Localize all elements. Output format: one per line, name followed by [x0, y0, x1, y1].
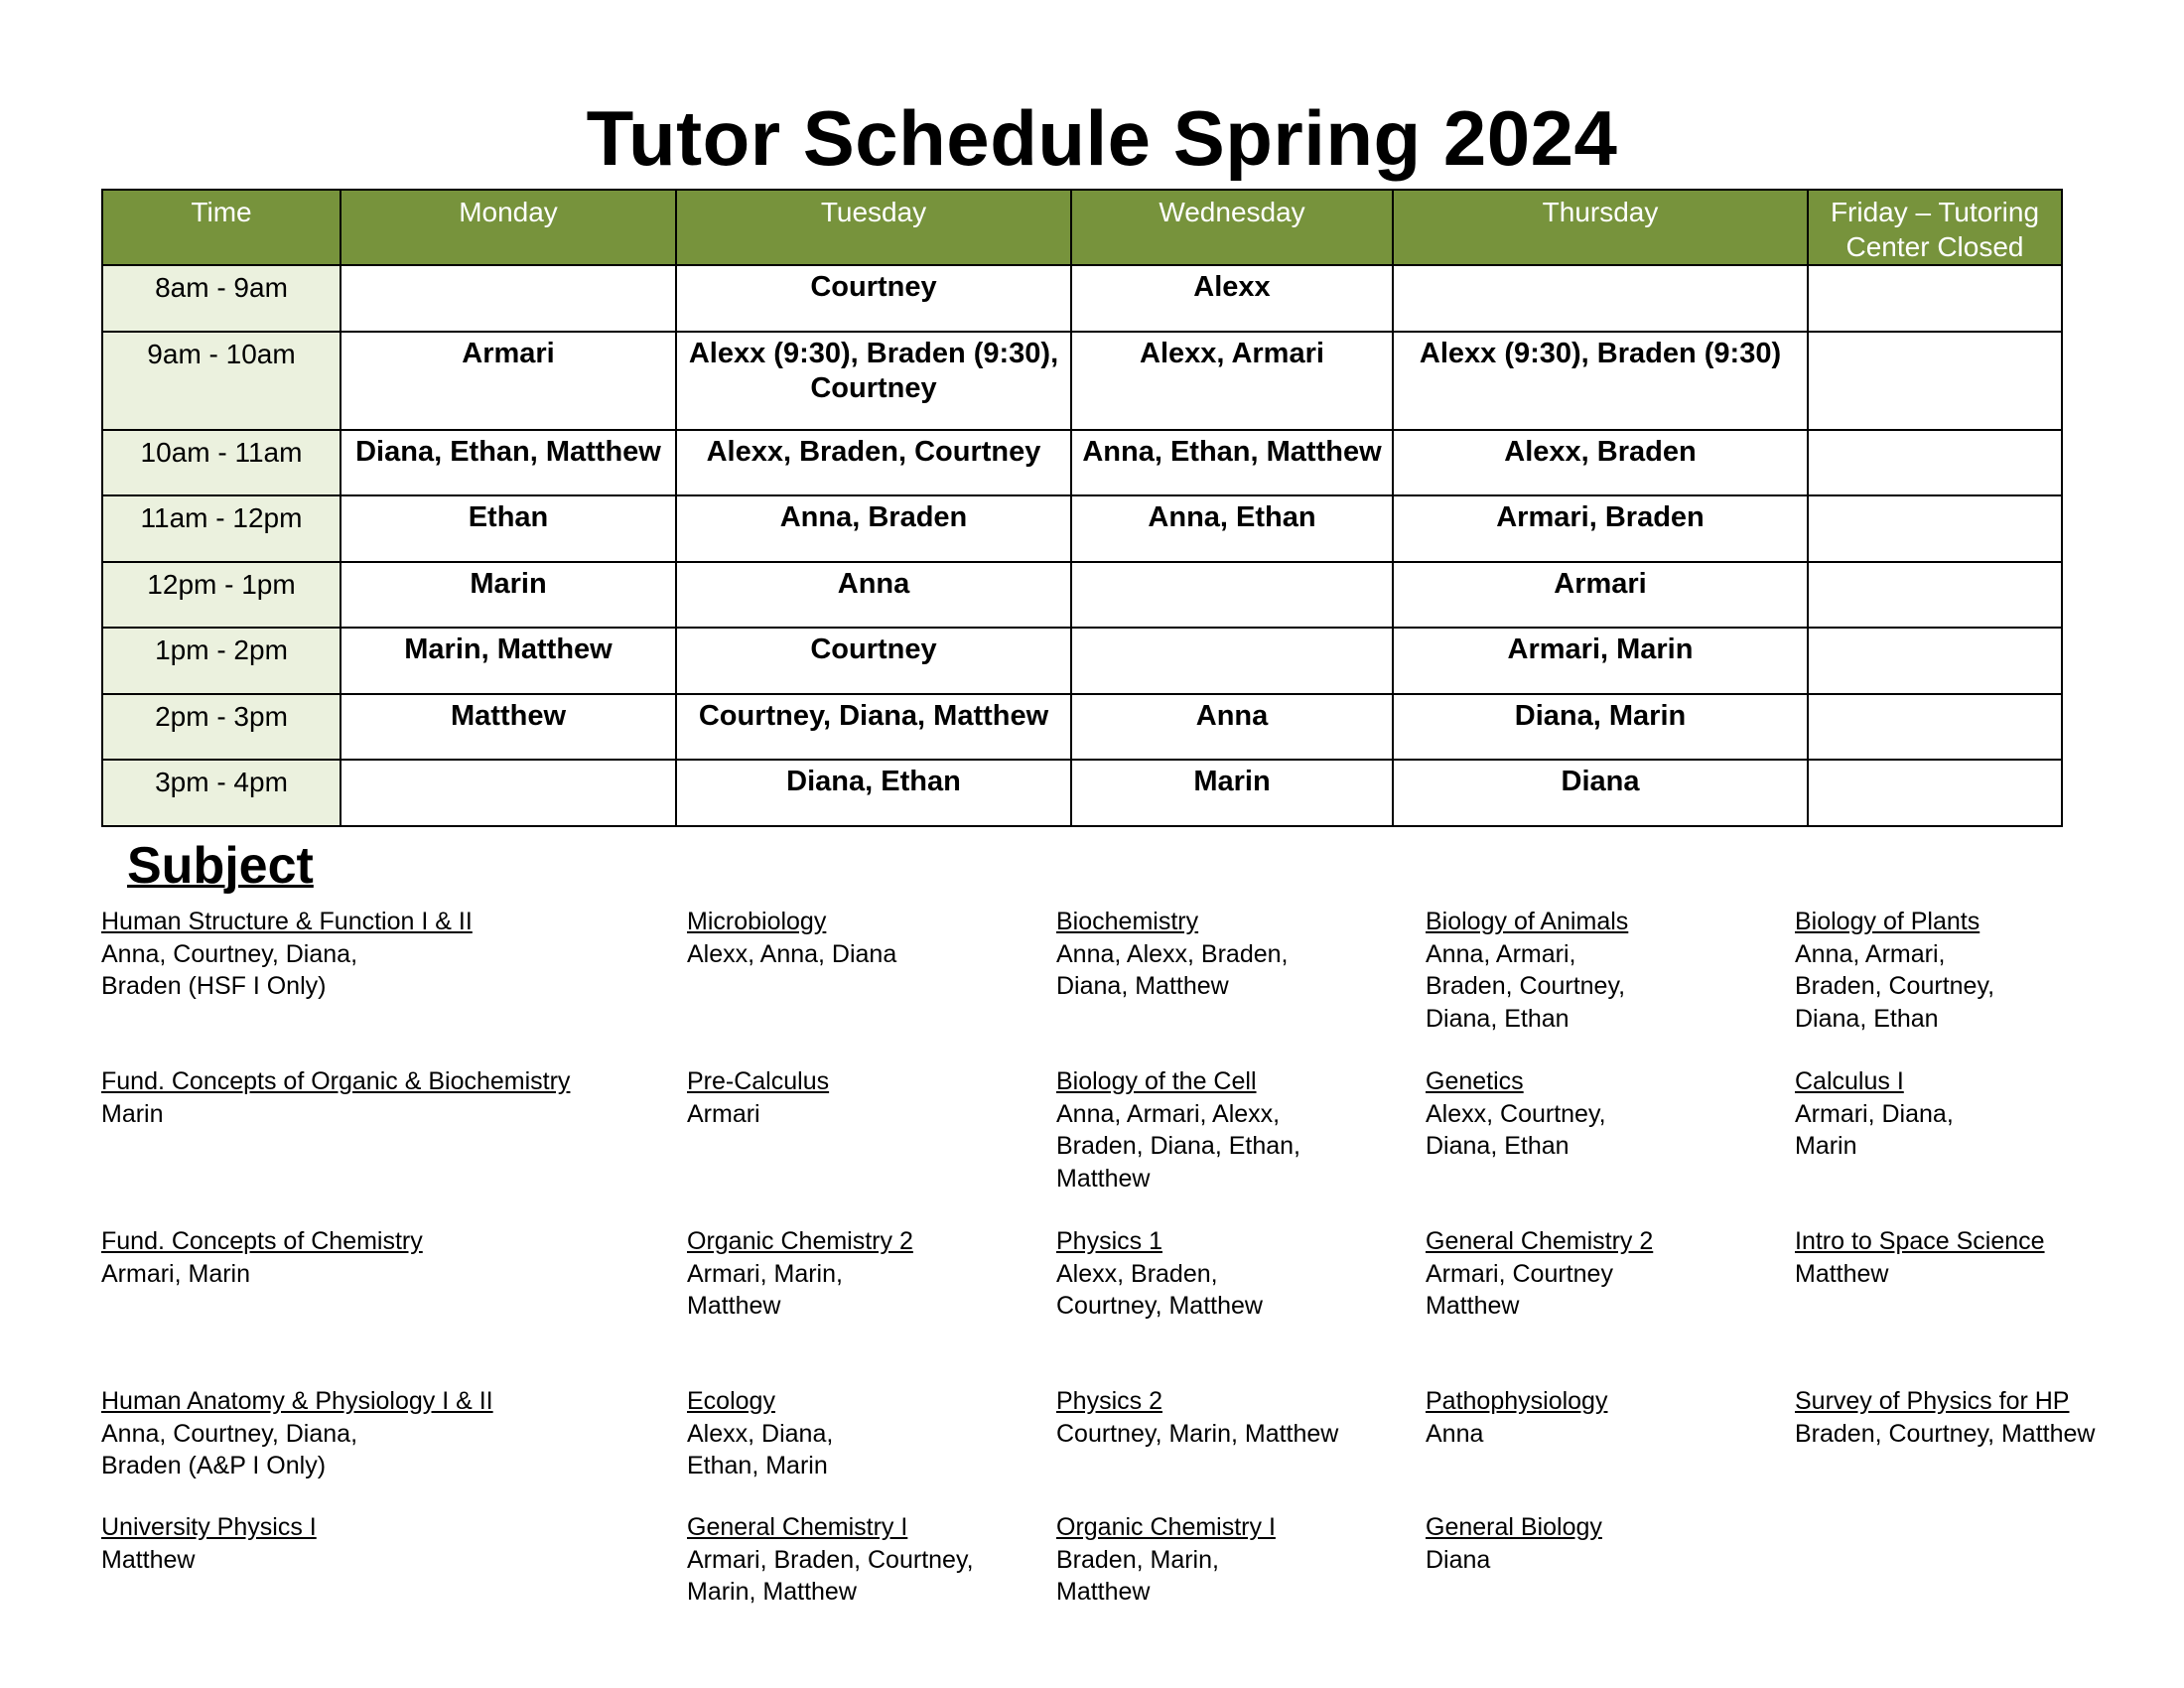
schedule-cell-monday: Marin, Matthew: [341, 628, 676, 694]
subject-tutors: Marin: [101, 1099, 164, 1128]
subject-entry: [1795, 1065, 2176, 1225]
schedule-row: [102, 694, 2062, 761]
subject-name: Pathophysiology: [1426, 1387, 1608, 1415]
subject-tutors: Armari, Diana, Marin: [1795, 1099, 1954, 1160]
subject-tutors: Anna, Armari, Braden, Courtney, Diana, Ethan: [1426, 939, 1626, 1033]
schedule-cell-wednesday: Anna: [1071, 694, 1393, 761]
subject-tutors: Anna, Alexx, Braden, Diana, Matthew: [1056, 939, 1289, 1000]
time-slot-cell: 12pm - 1pm: [102, 562, 341, 629]
schedule-cell-wednesday: [1071, 628, 1393, 694]
subject-tutors: Matthew: [101, 1545, 196, 1574]
time-slot-cell: 8am - 9am: [102, 265, 341, 332]
subject-tutors: Anna, Courtney, Diana, Braden (A&P I Only): [101, 1419, 358, 1479]
subject-entry: [1426, 1065, 1795, 1225]
header-wednesday: Wednesday: [1071, 190, 1393, 265]
schedule-cell-tuesday: Alexx, Braden, Courtney: [676, 430, 1071, 496]
subject-tutors: Matthew: [1795, 1259, 1889, 1288]
schedule-cell-friday: [1808, 495, 2062, 562]
schedule-cell-friday: [1808, 332, 2062, 430]
subject-entry: [687, 1511, 1056, 1620]
schedule-cell-tuesday: Diana, Ethan: [676, 760, 1071, 826]
subject-name: Pre-Calculus: [687, 1067, 830, 1095]
subject-tutors: Armari, Marin, Matthew: [687, 1259, 843, 1320]
subject-entry: [687, 1225, 1056, 1385]
schedule-cell-tuesday: Courtney: [676, 265, 1071, 332]
subject-tutors: Armari: [687, 1099, 760, 1128]
subject-tutors: Anna, Armari, Alexx, Braden, Diana, Ethan, Matthew: [1056, 1099, 1300, 1193]
subject-name: Biology of Plants: [1795, 908, 1980, 935]
subject-name: Genetics: [1426, 1067, 1524, 1095]
subject-entry: [1426, 1511, 1795, 1620]
schedule-cell-tuesday: Courtney, Diana, Matthew: [676, 694, 1071, 761]
schedule-row: [102, 430, 2062, 496]
subject-entry: [101, 1511, 687, 1620]
schedule-row: [102, 760, 2062, 826]
schedule-cell-monday: Armari: [341, 332, 676, 430]
subject-name: Intro to Space Science: [1795, 1227, 2045, 1255]
subject-name: Physics 1: [1056, 1227, 1162, 1255]
subject-entry: [1056, 1511, 1426, 1620]
subject-tutors: Braden, Courtney, Matthew: [1795, 1419, 2096, 1448]
subject-entry: [101, 1065, 687, 1225]
subject-tutors: Alexx, Diana, Ethan, Marin: [687, 1419, 834, 1479]
schedule-cell-wednesday: Alexx, Armari: [1071, 332, 1393, 430]
time-slot-cell: 3pm - 4pm: [102, 760, 341, 826]
schedule-cell-thursday: Diana, Marin: [1393, 694, 1808, 761]
subject-entry: [1056, 1065, 1426, 1225]
subject-tutors: Diana: [1426, 1545, 1491, 1574]
schedule-cell-monday: Marin: [341, 562, 676, 629]
subject-name: General Chemistry I: [687, 1513, 908, 1541]
schedule-cell-tuesday: Anna: [676, 562, 1071, 629]
schedule-cell-wednesday: Anna, Ethan, Matthew: [1071, 430, 1393, 496]
subject-name: Biology of Animals: [1426, 908, 1629, 935]
subject-entry: [1056, 906, 1426, 1065]
subject-name: Physics 2: [1056, 1387, 1162, 1415]
schedule-cell-wednesday: Alexx: [1071, 265, 1393, 332]
schedule-cell-thursday: Alexx (9:30), Braden (9:30): [1393, 332, 1808, 430]
subject-entry: [1426, 906, 1795, 1065]
subject-entry: [1795, 906, 2176, 1065]
subject-tutors: Alexx, Courtney, Diana, Ethan: [1426, 1099, 1606, 1160]
subject-tutors: Courtney, Marin, Matthew: [1056, 1419, 1339, 1448]
schedule-cell-friday: [1808, 628, 2062, 694]
schedule-cell-thursday: Diana: [1393, 760, 1808, 826]
schedule-cell-wednesday: [1071, 562, 1393, 629]
subject-name: Ecology: [687, 1387, 775, 1415]
schedule-cell-friday: [1808, 265, 2062, 332]
schedule-cell-thursday: Armari, Marin: [1393, 628, 1808, 694]
schedule-cell-thursday: [1393, 265, 1808, 332]
subject-heading: Subject: [127, 837, 314, 895]
header-friday: Friday – Tutoring Center Closed: [1808, 190, 2062, 265]
subject-name: Microbiology: [687, 908, 827, 935]
schedule-cell-monday: Diana, Ethan, Matthew: [341, 430, 676, 496]
subject-entry: [1426, 1385, 1795, 1511]
subject-name: Fund. Concepts of Chemistry: [101, 1227, 423, 1255]
subject-tutors: Anna: [1426, 1419, 1484, 1448]
subject-name: Calculus I: [1795, 1067, 1904, 1095]
subject-name: Organic Chemistry I: [1056, 1513, 1276, 1541]
time-slot-cell: 2pm - 3pm: [102, 694, 341, 761]
subject-name: Biology of the Cell: [1056, 1067, 1257, 1095]
subject-list: [101, 906, 2176, 1620]
schedule-cell-friday: [1808, 562, 2062, 629]
header-time: Time: [102, 190, 341, 265]
subject-name: Biochemistry: [1056, 908, 1199, 935]
subject-tutors: Armari, Courtney Matthew: [1426, 1259, 1613, 1320]
subject-name: Fund. Concepts of Organic & Biochemistry: [101, 1067, 571, 1095]
schedule-cell-wednesday: Anna, Ethan: [1071, 495, 1393, 562]
schedule-row: [102, 628, 2062, 694]
subject-entry: [101, 1385, 687, 1511]
schedule-cell-thursday: Alexx, Braden: [1393, 430, 1808, 496]
schedule-row: [102, 562, 2062, 629]
subject-entry: [1795, 1385, 2176, 1511]
subject-entry: [101, 1225, 687, 1385]
schedule-cell-thursday: Armari, Braden: [1393, 495, 1808, 562]
time-slot-cell: 11am - 12pm: [102, 495, 341, 562]
subject-entry: [687, 1385, 1056, 1511]
header-monday: Monday: [341, 190, 676, 265]
schedule-cell-wednesday: Marin: [1071, 760, 1393, 826]
schedule-cell-tuesday: Courtney: [676, 628, 1071, 694]
schedule-cell-tuesday: Anna, Braden: [676, 495, 1071, 562]
subject-entry: [1426, 1225, 1795, 1385]
subject-name: General Biology: [1426, 1513, 1602, 1541]
subject-name: University Physics I: [101, 1513, 317, 1541]
subject-tutors: Braden, Marin, Matthew: [1056, 1545, 1219, 1606]
schedule-row: [102, 332, 2062, 430]
schedule-cell-monday: [341, 760, 676, 826]
header-thursday: Thursday: [1393, 190, 1808, 265]
subject-tutors: Alexx, Anna, Diana: [687, 939, 897, 968]
subject-entry: [1795, 1225, 2176, 1385]
time-slot-cell: 9am - 10am: [102, 332, 341, 430]
subject-tutors: Anna, Courtney, Diana, Braden (HSF I Only): [101, 939, 358, 1000]
schedule-cell-friday: [1808, 760, 2062, 826]
schedule-cell-monday: [341, 265, 676, 332]
subject-name: Human Anatomy & Physiology I & II: [101, 1387, 493, 1415]
schedule-cell-friday: [1808, 430, 2062, 496]
schedule-row: [102, 495, 2062, 562]
schedule-cell-friday: [1808, 694, 2062, 761]
subject-tutors: Anna, Armari, Braden, Courtney, Diana, Ethan: [1795, 939, 1995, 1033]
subject-entry: [1056, 1225, 1426, 1385]
subject-tutors: Armari, Braden, Courtney, Marin, Matthew: [687, 1545, 974, 1606]
header-tuesday: Tuesday: [676, 190, 1071, 265]
schedule-cell-monday: Matthew: [341, 694, 676, 761]
time-slot-cell: 1pm - 2pm: [102, 628, 341, 694]
subject-entry: [687, 906, 1056, 1065]
subject-entry: [687, 1065, 1056, 1225]
schedule-cell-thursday: Armari: [1393, 562, 1808, 629]
subject-name: General Chemistry 2: [1426, 1227, 1654, 1255]
schedule-header-row: [102, 190, 2062, 265]
schedule-cell-monday: Ethan: [341, 495, 676, 562]
time-slot-cell: 10am - 11am: [102, 430, 341, 496]
subject-tutors: Armari, Marin: [101, 1259, 251, 1288]
subject-name: Human Structure & Function I & II: [101, 908, 473, 935]
subject-tutors: Alexx, Braden, Courtney, Matthew: [1056, 1259, 1263, 1320]
subject-name: Survey of Physics for HP: [1795, 1387, 2070, 1415]
schedule-table: [101, 189, 2063, 827]
schedule-cell-tuesday: Alexx (9:30), Braden (9:30), Courtney: [676, 332, 1071, 430]
subject-entry: [101, 906, 687, 1065]
schedule-row: [102, 265, 2062, 332]
subject-name: Organic Chemistry 2: [687, 1227, 913, 1255]
page-title: Tutor Schedule Spring 2024: [586, 94, 1618, 182]
subject-entry: [1056, 1385, 1426, 1511]
